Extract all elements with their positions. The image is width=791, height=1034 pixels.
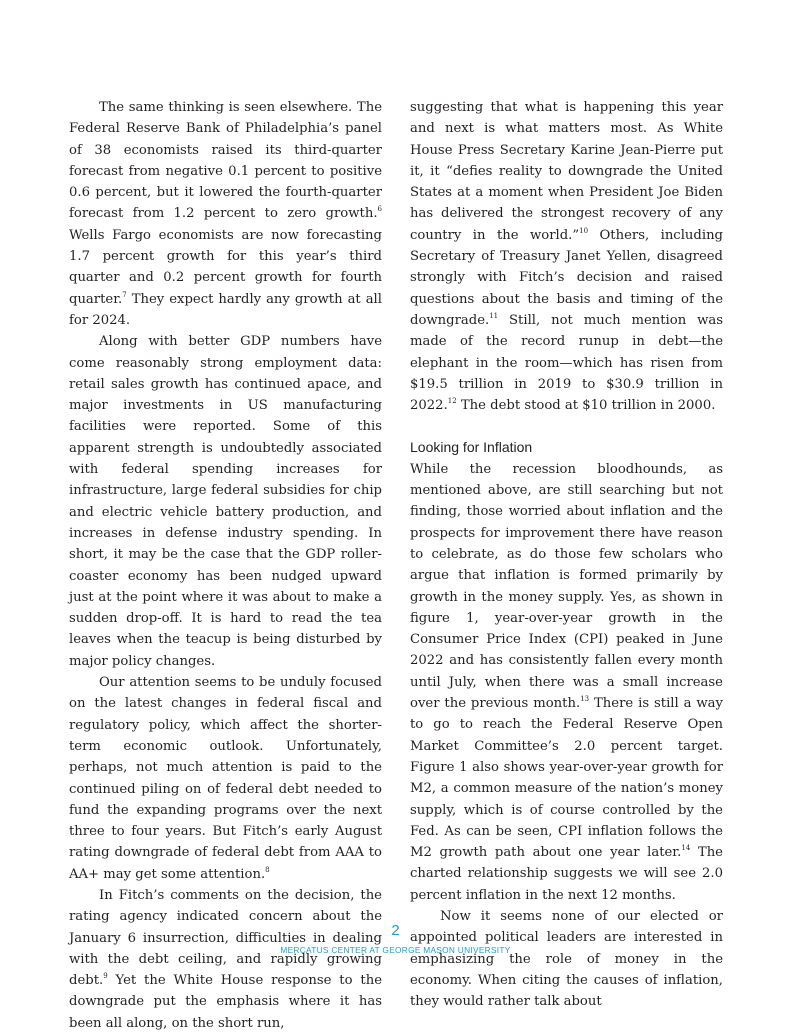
footnote-ref[interactable]: 11	[489, 311, 499, 320]
footnote-ref[interactable]: 9	[103, 972, 108, 981]
paragraph: The same thinking is seen elsewhere. The Federal Reserve Bank of Philadelphia’s panel of 38 economists raised its third-quarter forecast from negative 0.1 percent to positive 0.6 percent, but it lowered the fourth-quarter forecast from 1.2 percent to zero growth.$^6$ Wells Fargo economists are now forecasting 1.7 percent growth for this year’s third quarter and 0.2 percent growth for fourth quarter.$^7$ They expect hardly any growth at all for 2024.	[69, 100, 382, 328]
paragraph: Now it seems none of our elected or appointed political leaders are interested in emphasizing the role of money in the economy. When citing the causes of inflation, they would rather talk about	[410, 908, 723, 1010]
footnote-ref[interactable]: 10	[579, 226, 589, 235]
footnote-ref[interactable]: 12	[447, 397, 457, 406]
paragraph: While the recession bloodhounds, as mentioned above, are still searching but not finding, those worried about inflation and the prospects for improvement there have reason to celebrate, as do those few scholars who argue that inflation is formed primarily by growth in the money supply. Yes, as shown in figure 1, year-over-year growth in the Consumer Price Index (CPI) peaked in June 2022 and has consistently fallen every month until July, when there was a small increase over the previous month.$^{13}$ There is still a way to go to reach the Federal Reserve Open Market Committee’s 2.0 percent target. Figure 1 also shows year-over-year growth for M2, a common measure of the nation’s money supply, which is of course controlled by the Fed. As can be seen, CPI inflation follows the M2 growth path about one year later.$^{14}$ The charted relationship suggests we will see 2.0 percent inflation in the next 12 months.	[410, 461, 723, 903]
footnote-ref[interactable]: 6	[377, 205, 382, 214]
left-column	[69, 97, 382, 1034]
paragraph: In Fitch’s comments on the decision, the rating agency indicated concern about the January 6 insurrection, difficulties in dealing with the debt ceiling, and rapidly growing debt.$^9$ Yet the White House response to the downgrade put the emphasis where it has been all along, on the short run,	[69, 887, 382, 1031]
paragraph: suggesting that what is happening this year and next is what matters most. As White House Press Secretary Karine Jean-Pierre put it, it “defies reality to downgrade the United States at a moment when President Joe Biden has delivered the strongest recovery of any country in the world.”$^{10}$ Others, including Secretary of Treasury Janet Yellen, disagreed strongly with Fitch’s decision and raised questions about the basis and timing of the downgrade.$^{11}$ Still, not much mention was made of the record runup in debt—the elephant in the room—which has risen from $19.5 trillion in 2019 to $30.9 trillion in 2022.12 The debt stood at $10 trillion in 2000.	[410, 100, 723, 414]
section-heading: Looking for Inflation	[410, 439, 533, 456]
paragraph: Along with better GDP numbers have come reasonably strong employment data: retail sales growth has continued apace, and major investments in US manufacturing facilities were reported. Some of this apparent strength is undoubtedly associated with federal spending increases for infrastructure, large federal subsidies for chip and electric vehicle battery production, and increases in defense industry spending. In short, it may be the case that the GDP roller-coaster economy has been nudged upward just at the point where it was about to make a sudden drop-off. It is hard to read the tea leaves when the teacup is being disturbed by major policy changes.	[69, 334, 382, 669]
footnote-ref[interactable]: 8	[265, 865, 270, 874]
footnote-ref[interactable]: 7	[122, 290, 127, 299]
footnote-ref[interactable]: 13	[580, 695, 590, 704]
page-number: 2	[391, 922, 400, 939]
footnote-ref[interactable]: 14	[681, 844, 691, 853]
paragraph: Our attention seems to be unduly focused on the latest changes in federal fiscal and regulatory policy, which affect the shorter-term economic outlook. Unfortunately, perhaps, not much attention is paid to the continued piling on of federal debt needed to fund the expanding programs over the next three to four years. But Fitch’s early August rating downgrade of federal debt from AAA to AA+ may get some attention.$^8$	[69, 675, 382, 882]
right-column	[410, 97, 723, 1012]
footer-organization: MERCATUS CENTER AT GEORGE MASON UNIVERSITY	[280, 945, 511, 955]
